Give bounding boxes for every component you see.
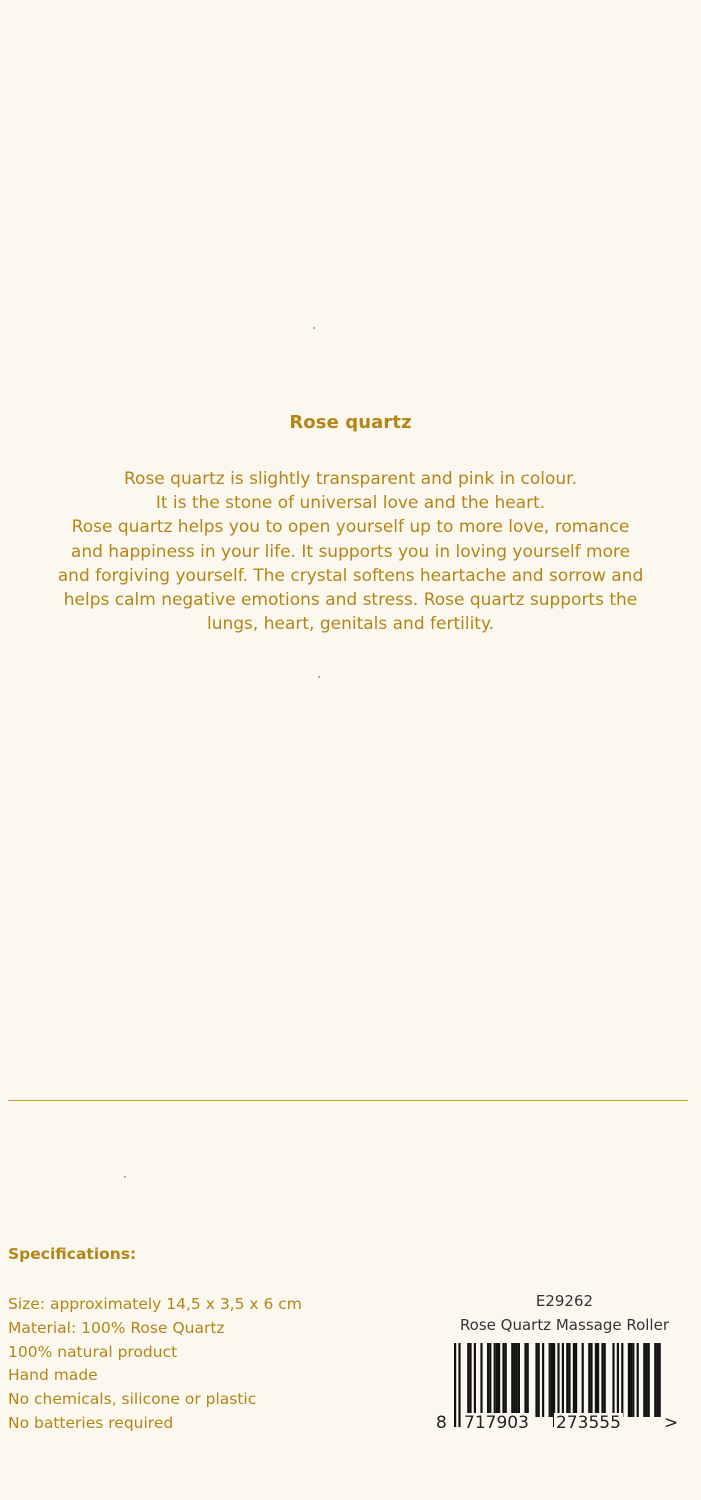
barcode-bar — [597, 1343, 599, 1417]
barcode-bar — [582, 1343, 584, 1417]
barcode-bar — [612, 1343, 614, 1417]
barcode-bar — [527, 1343, 529, 1417]
product-code: E29262 — [535, 1292, 594, 1310]
description — [0, 467, 701, 636]
print-speck — [124, 1176, 126, 1178]
description-line: and forgiving yourself. The crystal softens heartache and sorrow and — [57, 565, 644, 586]
spec-item: Size: approximately 14,5 x 3,5 x 6 cm — [8, 1295, 302, 1313]
barcode-arrow-icon: > — [664, 1413, 679, 1433]
barcode-bar — [654, 1343, 656, 1417]
barcode-bar — [573, 1343, 575, 1417]
specifications — [8, 1245, 302, 1436]
barcode-bar — [590, 1343, 592, 1417]
barcode-bar — [498, 1343, 500, 1417]
barcode-bar — [524, 1343, 526, 1417]
barcode-bar — [566, 1343, 568, 1417]
spec-item: No chemicals, silicone or plastic — [8, 1390, 257, 1409]
barcode-bar — [549, 1343, 551, 1417]
barcode-bar — [595, 1343, 597, 1417]
barcode-bar — [513, 1343, 515, 1417]
barcode-bar — [518, 1343, 520, 1417]
barcode-first-digit: 8 — [436, 1413, 447, 1433]
barcode-bar — [656, 1343, 658, 1417]
description-line: and happiness in your life. It supports you in loving yourself more — [70, 541, 631, 562]
barcode-bar — [538, 1343, 540, 1417]
specifications-heading: Specifications: — [8, 1245, 137, 1263]
barcode-bar — [588, 1343, 590, 1417]
barcode-bar — [621, 1343, 623, 1417]
barcode-bar — [511, 1343, 513, 1417]
spec-item: 100% natural product — [8, 1342, 178, 1361]
barcode-bar — [568, 1343, 570, 1417]
barcode-bar — [535, 1343, 537, 1417]
barcode-bar — [474, 1343, 476, 1417]
barcode-bar — [604, 1343, 606, 1417]
barcode-bar — [617, 1343, 619, 1417]
barcode-bar — [496, 1343, 498, 1417]
barcode-bar — [454, 1343, 456, 1427]
barcode-bar — [637, 1343, 639, 1417]
product-name: Rose Quartz Massage Roller — [459, 1316, 669, 1334]
description-line: Rose quartz helps you to open yourself up to more love, romance — [71, 517, 630, 538]
barcode-bar — [628, 1343, 630, 1417]
description-line: lungs, heart, genitals and fertility. — [206, 614, 495, 635]
spec-item: Hand made — [8, 1366, 98, 1385]
barcode-bar — [630, 1343, 632, 1417]
barcode-bar — [645, 1343, 647, 1417]
barcode-bar — [467, 1343, 469, 1417]
barcode-bar — [659, 1343, 661, 1417]
page-title: Rose quartz — [289, 412, 412, 433]
barcode-bar — [575, 1343, 577, 1417]
barcode-bar — [487, 1343, 489, 1417]
barcode-left-digits: 717903 — [464, 1413, 529, 1433]
spec-item: Material: 100% Rose Quartz — [8, 1318, 225, 1337]
barcode-bar — [542, 1343, 544, 1417]
barcode-bar — [494, 1343, 496, 1417]
description-line: helps calm negative emotions and stress. Rose quartz supports the — [63, 590, 638, 611]
barcode-bar — [601, 1343, 603, 1417]
barcode-bar — [458, 1343, 460, 1427]
barcode-bar — [516, 1343, 518, 1417]
barcode-bar — [489, 1343, 491, 1417]
barcode-bar — [648, 1343, 650, 1417]
barcode-bar — [502, 1343, 504, 1417]
print-speck — [318, 676, 320, 678]
barcode-bar — [643, 1343, 645, 1417]
description-line: Rose quartz is slightly transparent and pink in colour. — [124, 469, 577, 489]
spec-item: No batteries required — [8, 1413, 174, 1432]
divider-line — [8, 1100, 688, 1101]
barcode-bar — [551, 1343, 553, 1417]
print-speck — [313, 327, 315, 329]
barcode-bar — [505, 1343, 507, 1417]
barcode-bar — [469, 1343, 471, 1417]
barcode — [432, 1343, 688, 1443]
description-line: It is the stone of universal love and the heart. — [155, 493, 546, 514]
barcode-bar — [632, 1343, 634, 1417]
barcode-right-digits: 273555 — [556, 1413, 621, 1433]
product-info — [460, 1291, 669, 1336]
barcode-bar — [480, 1343, 482, 1417]
